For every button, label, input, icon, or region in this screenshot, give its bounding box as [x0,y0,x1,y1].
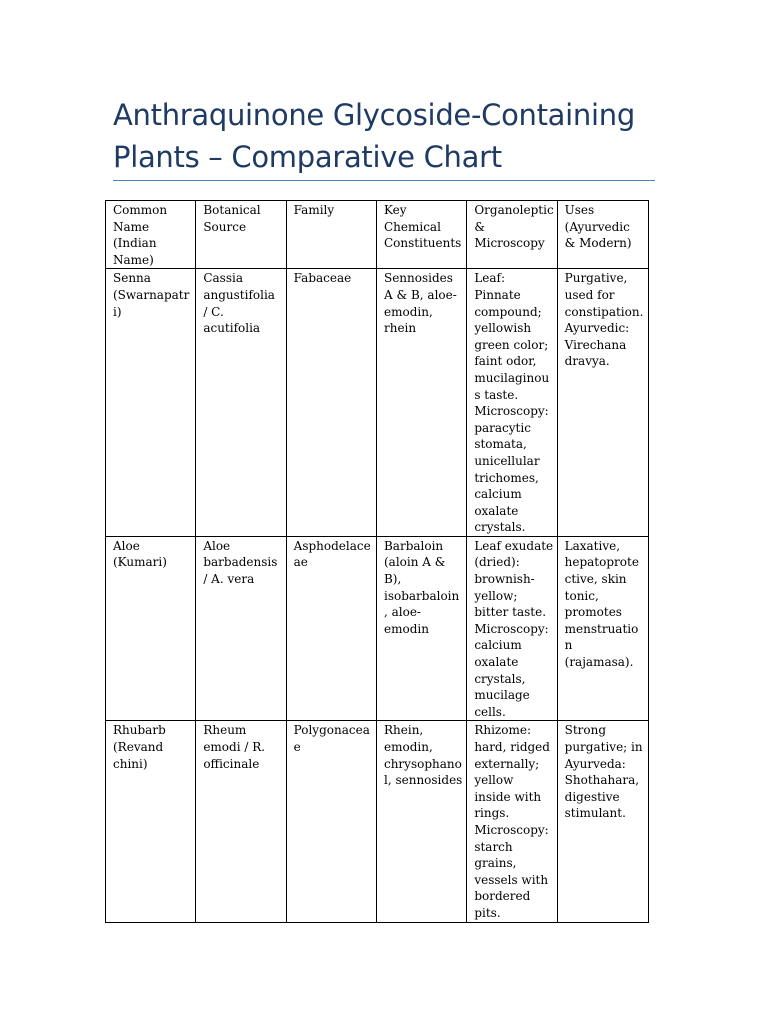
header-cell-constituents: Key Chemical Constituents [376,201,466,269]
cell-organoleptic: Leaf: Pinnate compound; yellowish green color; faint odor, mucilaginou s taste. Microscopy: paracytic stomata, unicellular trichomes, calcium oxalate crystals. [467,269,557,537]
cell-botanical-source: Cassia angustifolia / C. acutifolia [196,269,286,537]
header-cell-family: Family [286,201,376,269]
header-cell-uses: Uses (Ayurvedic & Modern) [557,201,648,269]
cell-uses: Laxative, hepatoprote ctive, skin tonic, promotes menstruatio n (rajamasa). [557,536,648,721]
cell-uses: Strong purgative; in Ayurveda: Shothahara, digestive stimulant. [557,721,648,922]
table-row [106,536,649,721]
cell-family: Fabaceae [286,269,376,537]
cell-common-name: Senna (Swarnapatr i) [106,269,196,537]
table-header-row [106,201,649,269]
cell-family: Polygonacea e [286,721,376,922]
cell-constituents: Barbaloin (aloin A & B), isobarbaloin , aloe- emodin [376,536,466,721]
title-underline [113,180,655,181]
comparison-table [105,200,649,923]
cell-common-name: Aloe (Kumari) [106,536,196,721]
page-title: Anthraquinone Glycoside-Containing Plants – Comparative Chart [113,98,635,174]
table-row [106,269,649,537]
header-cell-common-name: Common Name (Indian Name) [106,201,196,269]
cell-organoleptic: Rhizome: hard, ridged externally; yellow inside with rings. Microscopy: starch grains, vessels with bordered pits. [467,721,557,922]
header-cell-botanical-source: Botanical Source [196,201,286,269]
cell-botanical-source: Aloe barbadensis / A. vera [196,536,286,721]
cell-organoleptic: Leaf exudate (dried): brownish- yellow; bitter taste. Microscopy: calcium oxalate crystals, mucilage cells. [467,536,557,721]
cell-family: Asphodelace ae [286,536,376,721]
cell-common-name: Rhubarb (Revand chini) [106,721,196,922]
header-cell-organoleptic: Organoleptic & Microscopy [467,201,557,269]
table-row [106,721,649,922]
cell-uses: Purgative, used for constipation. Ayurvedic: Virechana dravya. [557,269,648,537]
cell-constituents: Rhein, emodin, chrysophano l, sennosides [376,721,466,922]
cell-constituents: Sennosides A & B, aloe- emodin, rhein [376,269,466,537]
cell-botanical-source: Rheum emodi / R. officinale [196,721,286,922]
